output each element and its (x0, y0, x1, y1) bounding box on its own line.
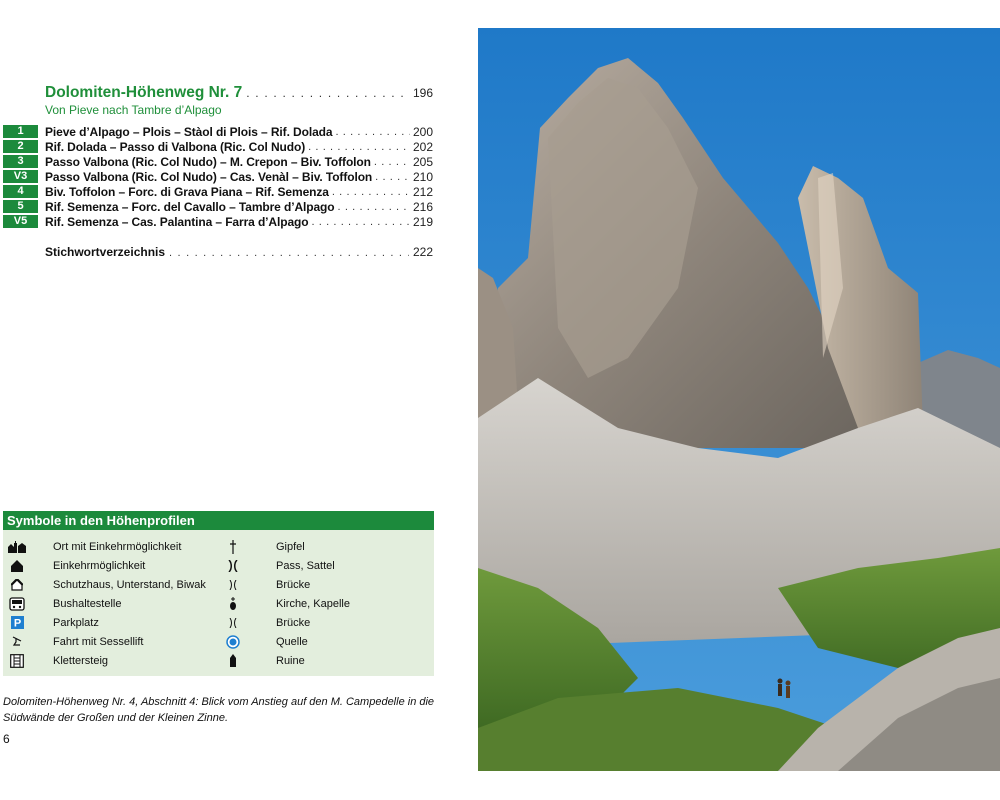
legend-label: Einkehrmöglichkeit (53, 559, 146, 572)
house-solid-icon (8, 558, 26, 574)
section-title: Dolomiten-Höhenweg Nr. 7 (45, 84, 243, 101)
parking-icon (8, 615, 26, 631)
toc-list (3, 124, 433, 229)
legend-label: Klettersteig (53, 654, 109, 667)
legend-item (224, 537, 305, 556)
chairlift-icon (8, 634, 26, 650)
legend-item (8, 651, 108, 670)
leader-dots (169, 247, 409, 259)
legend-item (224, 594, 350, 613)
toc-entry-text: Passo Valbona (Ric. Col Nudo) – M. Crepon – Biv. Toffolon (45, 154, 371, 169)
toc-entry-text: Rif. Semenza – Forc. del Cavallo – Tambre d’Alpago (45, 199, 335, 214)
svg-text:P: P (13, 617, 21, 629)
index-entry[interactable] (45, 245, 433, 259)
legend-label: Gipfel (276, 540, 305, 553)
stage-badge: 4 (3, 185, 38, 198)
toc-entry-text: Rif. Semenza – Cas. Palantina – Farra d’Alpago (45, 214, 309, 229)
legend-item (224, 632, 308, 651)
leader-dots (246, 86, 409, 100)
toc-entry-page: 216 (412, 199, 433, 214)
mountain-photo (478, 28, 1000, 771)
toc-entry-page: 212 (412, 184, 433, 199)
toc-entry-text: Passo Valbona (Ric. Col Nudo) – Cas. Venàl – Biv. Toffolon (45, 169, 373, 184)
toc-entry[interactable] (3, 184, 433, 199)
section-subtitle: Von Pieve nach Tambre d’Alpago (45, 103, 222, 117)
legend-label: Ort mit Einkehrmöglichkeit (53, 540, 182, 553)
stage-badge: V3 (3, 170, 38, 183)
leader-dots (338, 201, 410, 213)
left-page (0, 0, 440, 800)
legend-item (8, 594, 122, 613)
legend-item (224, 575, 310, 594)
legend-item (8, 632, 143, 651)
toc-entry-page: 210 (412, 169, 433, 184)
church-icon (224, 596, 242, 612)
legend-label: Brücke (276, 578, 311, 591)
legend-item (224, 613, 310, 632)
summit-cross-icon (224, 539, 242, 555)
stage-badge: 1 (3, 125, 38, 138)
leader-dots (375, 171, 410, 183)
legend-item (224, 651, 305, 670)
legend-title: Symbole in den Höhenprofilen (3, 511, 434, 530)
section-title-row[interactable] (45, 84, 433, 102)
leader-dots (335, 126, 410, 138)
village-icon (8, 539, 26, 555)
toc-entry[interactable] (3, 124, 433, 139)
ruin-icon (224, 653, 242, 669)
spring-icon (224, 634, 242, 650)
legend-item (8, 537, 181, 556)
legend-label: Pass, Sattel (276, 559, 335, 572)
hut-outline-icon (8, 577, 26, 593)
stage-badge: 2 (3, 140, 38, 153)
toc-entry-page: 202 (412, 139, 433, 154)
legend-label: Schutzhaus, Unterstand, Biwak (53, 578, 206, 591)
legend-label: Ruine (276, 654, 305, 667)
ladder-icon (8, 653, 26, 669)
legend-item (8, 556, 145, 575)
pass-icon (224, 558, 242, 574)
leader-dots (374, 156, 410, 168)
toc-entry[interactable] (3, 199, 433, 214)
photo-caption: Dolomiten-Höhenweg Nr. 4, Abschnitt 4: Blick vom Anstieg auf den M. Campedelle in die Südwände der Großen und der Kleinen Zinne. (3, 696, 435, 724)
bus-icon (8, 596, 26, 612)
leader-dots (308, 141, 410, 153)
section-page-number: 196 (412, 86, 433, 100)
toc-entry-text: Pieve d’Alpago – Plois – Stàol di Plois – Rif. Dolada (45, 124, 333, 139)
bridge-icon (224, 615, 242, 631)
legend-label: Bushaltestelle (53, 597, 122, 610)
legend-item (224, 556, 335, 575)
legend-item (8, 613, 99, 632)
stage-badge: 3 (3, 155, 38, 168)
toc-entry[interactable] (3, 139, 433, 154)
legend-label: Parkplatz (53, 616, 99, 629)
stage-badge: 5 (3, 200, 38, 213)
legend-item (8, 575, 206, 594)
index-page: 222 (412, 245, 433, 259)
legend-label: Quelle (276, 635, 308, 648)
toc-entry-text: Biv. Toffolon – Forc. di Grava Piana – Rif. Semenza (45, 184, 329, 199)
toc-entry[interactable] (3, 214, 433, 229)
legend-label: Brücke (276, 616, 311, 629)
index-label: Stichwortverzeichnis (45, 245, 166, 259)
toc-entry[interactable] (3, 154, 433, 169)
toc-entry-page: 219 (412, 214, 433, 229)
stage-badge: V5 (3, 215, 38, 228)
bridge-icon (224, 577, 242, 593)
toc-entry-text: Rif. Dolada – Passo di Valbona (Ric. Col Nudo) (45, 139, 306, 154)
leader-dots (332, 186, 410, 198)
toc-entry-page: 205 (412, 154, 433, 169)
toc-entry[interactable] (3, 169, 433, 184)
legend-label: Kirche, Kapelle (276, 597, 350, 610)
page-number: 6 (3, 732, 10, 746)
leader-dots (312, 216, 410, 228)
symbol-legend (3, 511, 434, 676)
legend-label: Fahrt mit Sessellift (53, 635, 144, 648)
toc-entry-page: 200 (412, 124, 433, 139)
